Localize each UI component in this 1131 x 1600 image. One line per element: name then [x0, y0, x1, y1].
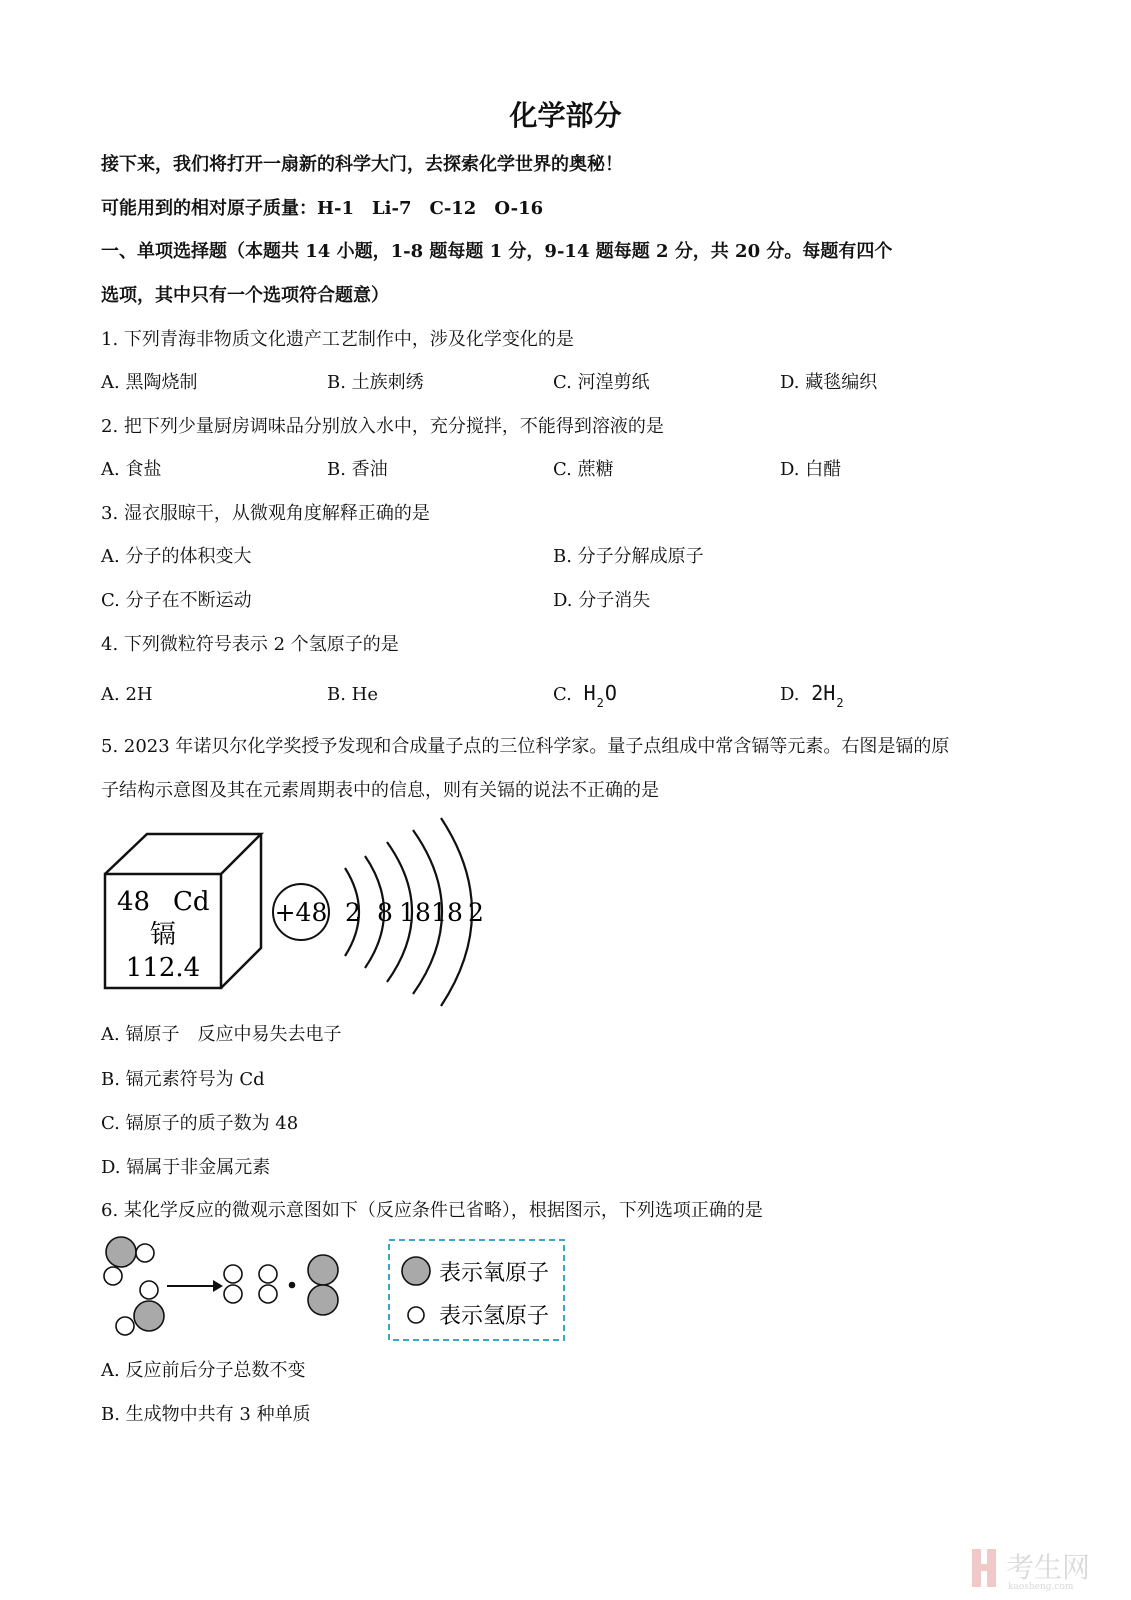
- hydrogen-atom: [259, 1285, 277, 1303]
- q4-option-d-formula: [811, 681, 844, 710]
- q2-option-d: D. 白醋: [780, 459, 842, 480]
- q4-option-c-letter: C.: [553, 684, 572, 705]
- q4-c-subscript: 2: [596, 696, 604, 710]
- oxygen-atom: [134, 1301, 164, 1331]
- hydrogen-atom: [224, 1285, 242, 1303]
- legend-hydrogen-label: 表示氢原子: [439, 1304, 550, 1329]
- q3-option-c: C. 分子在不断运动: [101, 590, 252, 611]
- cadmium-figure: [95, 812, 515, 1012]
- q4-option-c-formula: [583, 681, 617, 710]
- q4-option-b: B. He: [327, 684, 379, 705]
- question-5-stem-line1: 5. 2023 年诺贝尔化学奖授予发现和合成量子点的三位科学家。量子点组成中常含镉等元素。右图是镉的原: [101, 736, 950, 757]
- reaction-diagram: [95, 1228, 575, 1348]
- reactant-molecules: [104, 1237, 164, 1335]
- hydrogen-atom: [224, 1265, 242, 1283]
- q5-option-a: A. 镉原子 反应中易失去电子: [101, 1024, 342, 1045]
- q4-option-c: [553, 681, 617, 710]
- q4-c-o: O: [604, 681, 617, 705]
- atomic-mass-text: 可能用到的相对原子质量：H-1 Li-7 C-12 O-16: [101, 198, 544, 219]
- question-3-stem: 3. 湿衣服晾干，从微观角度解释正确的是: [101, 503, 430, 524]
- atomic-number: 48: [117, 887, 151, 917]
- q4-option-d-letter: D.: [780, 684, 800, 705]
- question-2-stem: 2. 把下列少量厨房调味品分别放入水中，充分搅拌，不能得到溶液的是: [101, 416, 664, 437]
- q3-option-d: D. 分子消失: [553, 590, 651, 611]
- q6-option-a: A. 反应前后分子总数不变: [101, 1360, 306, 1381]
- question-6-stem: 6. 某化学反应的微观示意图如下（反应条件已省略），根据图示，下列选项正确的是: [101, 1200, 763, 1221]
- element-symbol: Cd: [173, 887, 210, 917]
- atomic-mass: 112.4: [125, 953, 201, 983]
- nucleus-charge: +48: [274, 898, 328, 927]
- q5-option-c: C. 镉原子的质子数为 48: [101, 1113, 299, 1134]
- q1-option-d: D. 藏毯编织: [780, 372, 878, 393]
- watermark-cn: 考生网: [1006, 1551, 1091, 1584]
- question-5-stem-line2: 子结构示意图及其在元素周期表中的信息，则有关镉的说法不正确的是: [101, 780, 659, 801]
- section-heading-line2: 选项，其中只有一个选项符合题意）: [101, 285, 389, 306]
- legend-hydrogen-icon: [408, 1307, 424, 1323]
- q5-option-b: B. 镉元素符号为 Cd: [101, 1069, 265, 1090]
- section-heading-line1: 一、单项选择题（本题共 14 小题，1-8 题每题 1 分，9-14 题每题 2 分，共 20 分。每题有四个: [101, 241, 893, 262]
- q3-option-a: A. 分子的体积变大: [101, 546, 252, 567]
- q4-d-subscript: 2: [836, 696, 844, 710]
- watermark-logo-icon: [970, 1545, 1120, 1591]
- q6-option-b: B. 生成物中共有 3 种单质: [101, 1404, 311, 1425]
- oxygen-atom: [308, 1285, 338, 1315]
- element-name: 镉: [149, 920, 177, 950]
- legend-oxygen-label: 表示氧原子: [439, 1261, 550, 1286]
- q3-option-b: B. 分子分解成原子: [553, 546, 704, 567]
- separator-dot: [290, 1283, 295, 1288]
- product-molecules: [224, 1255, 338, 1315]
- hydrogen-atom: [136, 1244, 154, 1262]
- oxygen-atom: [308, 1255, 338, 1285]
- q2-option-c: C. 蔗糖: [553, 459, 614, 480]
- question-4-stem: 4. 下列微粒符号表示 2 个氢原子的是: [101, 634, 399, 655]
- hydrogen-atom: [116, 1317, 134, 1335]
- hydrogen-atom: [104, 1267, 122, 1285]
- question-1-stem: 1. 下列青海非物质文化遗产工艺制作中，涉及化学变化的是: [101, 329, 574, 350]
- q1-option-b: B. 土族刺绣: [327, 372, 424, 393]
- hydrogen-atom: [140, 1281, 158, 1299]
- q4-c-h: H: [583, 681, 596, 705]
- legend-oxygen-icon: [402, 1257, 430, 1285]
- q1-option-a: A. 黑陶烧制: [101, 372, 198, 393]
- shell-electrons-4: 18: [431, 898, 463, 927]
- hydrogen-atom: [259, 1265, 277, 1283]
- q4-option-d: [780, 681, 845, 710]
- reaction-arrow: [167, 1280, 223, 1292]
- q5-option-d: D. 镉属于非金属元素: [101, 1157, 271, 1178]
- shell-electrons-3: 18: [399, 898, 431, 927]
- shell-electrons-2: 8: [377, 898, 393, 927]
- shell-electrons-5: 2: [468, 898, 484, 927]
- watermark-en: kaosheng.com: [1008, 1582, 1074, 1591]
- q2-option-a: A. 食盐: [101, 459, 162, 480]
- intro-text: 接下来，我们将打开一扇新的科学大门，去探索化学世界的奥秘！: [101, 154, 623, 175]
- q4-d-main: 2H: [811, 681, 836, 705]
- page-title: 化学部分: [509, 99, 622, 132]
- q1-option-c: C. 河湟剪纸: [553, 372, 650, 393]
- shell-electrons-1: 2: [345, 898, 361, 927]
- oxygen-atom: [106, 1237, 136, 1267]
- q2-option-b: B. 香油: [327, 459, 388, 480]
- q4-option-a: A. 2H: [101, 684, 153, 705]
- watermark: [970, 1545, 1120, 1591]
